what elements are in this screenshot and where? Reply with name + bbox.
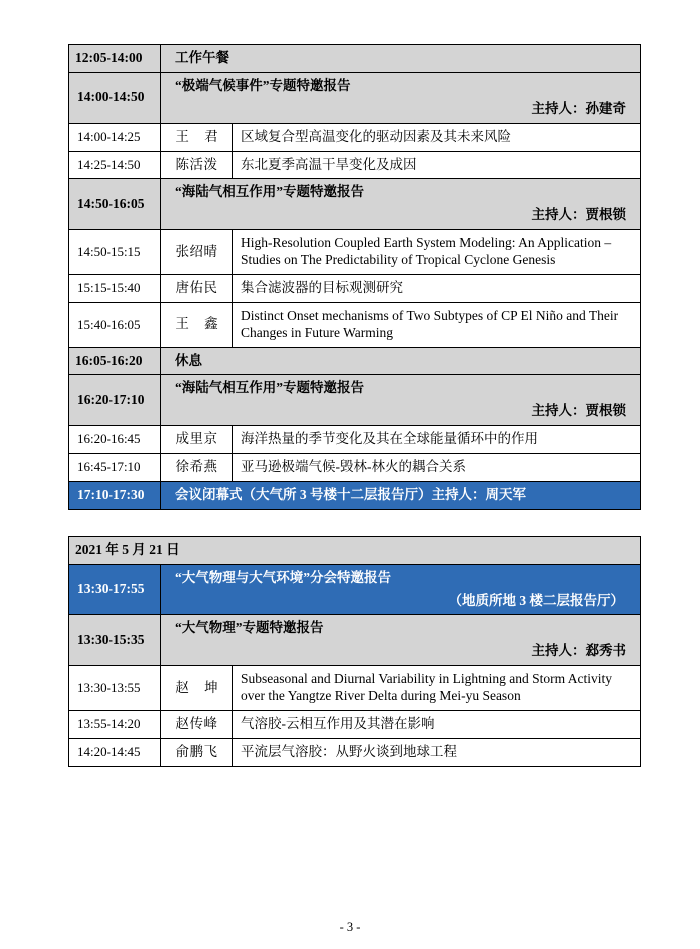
table-row xyxy=(69,274,641,302)
speaker-cell: 唐佑民 xyxy=(161,274,233,302)
speaker-cell xyxy=(161,123,233,151)
time-cell: 13:30-15:35 xyxy=(69,615,161,666)
table-row xyxy=(69,302,641,347)
table-row xyxy=(69,454,641,482)
time-cell: 16:05-16:20 xyxy=(69,347,161,375)
table-row xyxy=(69,230,641,275)
talk-title: 平流层气溶胶：从野火谈到地球工程 xyxy=(233,738,641,766)
speaker-cell: 俞鹏飞 xyxy=(161,738,233,766)
table-row xyxy=(69,72,641,123)
time-cell: 16:45-17:10 xyxy=(69,454,161,482)
session-cell xyxy=(161,564,641,615)
session-title: 休息 xyxy=(161,347,641,375)
time-cell: 14:00-14:25 xyxy=(69,123,161,151)
page-number: - 3 - xyxy=(339,920,361,934)
speaker-cell xyxy=(161,302,233,347)
speaker-name: 王 鑫 xyxy=(175,316,224,332)
session-host: 主持人：贾根锁 xyxy=(531,403,626,419)
time-cell: 16:20-16:45 xyxy=(69,426,161,454)
speaker-cell: 陈活泼 xyxy=(161,151,233,179)
session-cell xyxy=(161,615,641,666)
time-cell: 16:20-17:10 xyxy=(69,375,161,426)
time-cell: 15:15-15:40 xyxy=(69,274,161,302)
speaker-cell: 徐希燕 xyxy=(161,454,233,482)
table-row-date xyxy=(69,536,641,564)
table-row xyxy=(69,738,641,766)
session-host: 主持人：孙建奇 xyxy=(531,100,626,116)
time-cell: 12:05-14:00 xyxy=(69,45,161,73)
session-venue: （地质所地 3 楼二层报告厅） xyxy=(448,592,625,608)
time-cell: 17:10-17:30 xyxy=(69,481,161,509)
table-row-session-header xyxy=(69,564,641,615)
session-cell xyxy=(161,72,641,123)
talk-title: Distinct Onset mechanisms of Two Subtypes of CP El Niño and Their Changes in Future Warming xyxy=(233,302,641,347)
table-row xyxy=(69,426,641,454)
talk-title: Subseasonal and Diurnal Variability in Lightning and Storm Activity over the Yangtze River Delta during Mei-yu Season xyxy=(233,666,641,711)
table-row xyxy=(69,123,641,151)
table-row xyxy=(69,347,641,375)
date-heading: 2021 年 5 月 21 日 xyxy=(69,536,641,564)
talk-title: High-Resolution Coupled Earth System Modeling: An Application – Studies on The Predictability of Tropical Cyclone Genesis xyxy=(233,230,641,275)
time-cell: 14:25-14:50 xyxy=(69,151,161,179)
table-row xyxy=(69,179,641,230)
speaker-cell xyxy=(161,666,233,711)
table-row xyxy=(69,151,641,179)
speaker-name: 赵 坤 xyxy=(175,679,224,695)
time-cell: 15:40-16:05 xyxy=(69,302,161,347)
speaker-cell: 赵传峰 xyxy=(161,710,233,738)
session-title: 会议闭幕式（大气所 3 号楼十二层报告厅）主持人：周天军 xyxy=(161,481,641,509)
speaker-name: 王 君 xyxy=(175,128,224,144)
table-row xyxy=(69,615,641,666)
session-cell xyxy=(161,179,641,230)
schedule-table-day2 xyxy=(68,536,641,767)
speaker-cell: 张绍晴 xyxy=(161,230,233,275)
time-cell: 14:50-16:05 xyxy=(69,179,161,230)
session-title: “极端气候事件”专题特邀报告 xyxy=(175,77,351,93)
session-title: “大气物理与大气环境”分会特邀报告 xyxy=(175,569,391,585)
session-title: “海陆气相互作用”专题特邀报告 xyxy=(175,380,364,396)
speaker-cell: 成里京 xyxy=(161,426,233,454)
session-host: 主持人：郄秀书 xyxy=(531,643,627,659)
time-cell: 14:00-14:50 xyxy=(69,72,161,123)
talk-title: 集合滤波器的目标观测研究 xyxy=(233,274,641,302)
table-row xyxy=(69,375,641,426)
table-row-closing-ceremony xyxy=(69,481,641,509)
time-cell: 14:50-15:15 xyxy=(69,230,161,275)
talk-title: 亚马逊极端气候-毁林-林火的耦合关系 xyxy=(233,454,641,482)
session-cell xyxy=(161,375,641,426)
time-cell: 13:55-14:20 xyxy=(69,710,161,738)
session-title: “大气物理”专题特邀报告 xyxy=(175,620,324,636)
talk-title: 海洋热量的季节变化及其在全球能量循环中的作用 xyxy=(233,426,641,454)
talk-title: 气溶胶-云相互作用及其潜在影响 xyxy=(233,710,641,738)
talk-title: 东北夏季高温干旱变化及成因 xyxy=(233,151,641,179)
schedule-table-day1 xyxy=(68,44,641,510)
table-row xyxy=(69,45,641,73)
talk-title: 区域复合型高温变化的驱动因素及其未来风险 xyxy=(233,123,641,151)
time-cell: 14:20-14:45 xyxy=(69,738,161,766)
session-title: 工作午餐 xyxy=(161,45,641,73)
table-row xyxy=(69,666,641,711)
table-row xyxy=(69,710,641,738)
time-cell: 13:30-13:55 xyxy=(69,666,161,711)
session-title: “海陆气相互作用”专题特邀报告 xyxy=(175,184,364,200)
time-cell: 13:30-17:55 xyxy=(69,564,161,615)
session-host: 主持人：贾根锁 xyxy=(531,207,626,223)
